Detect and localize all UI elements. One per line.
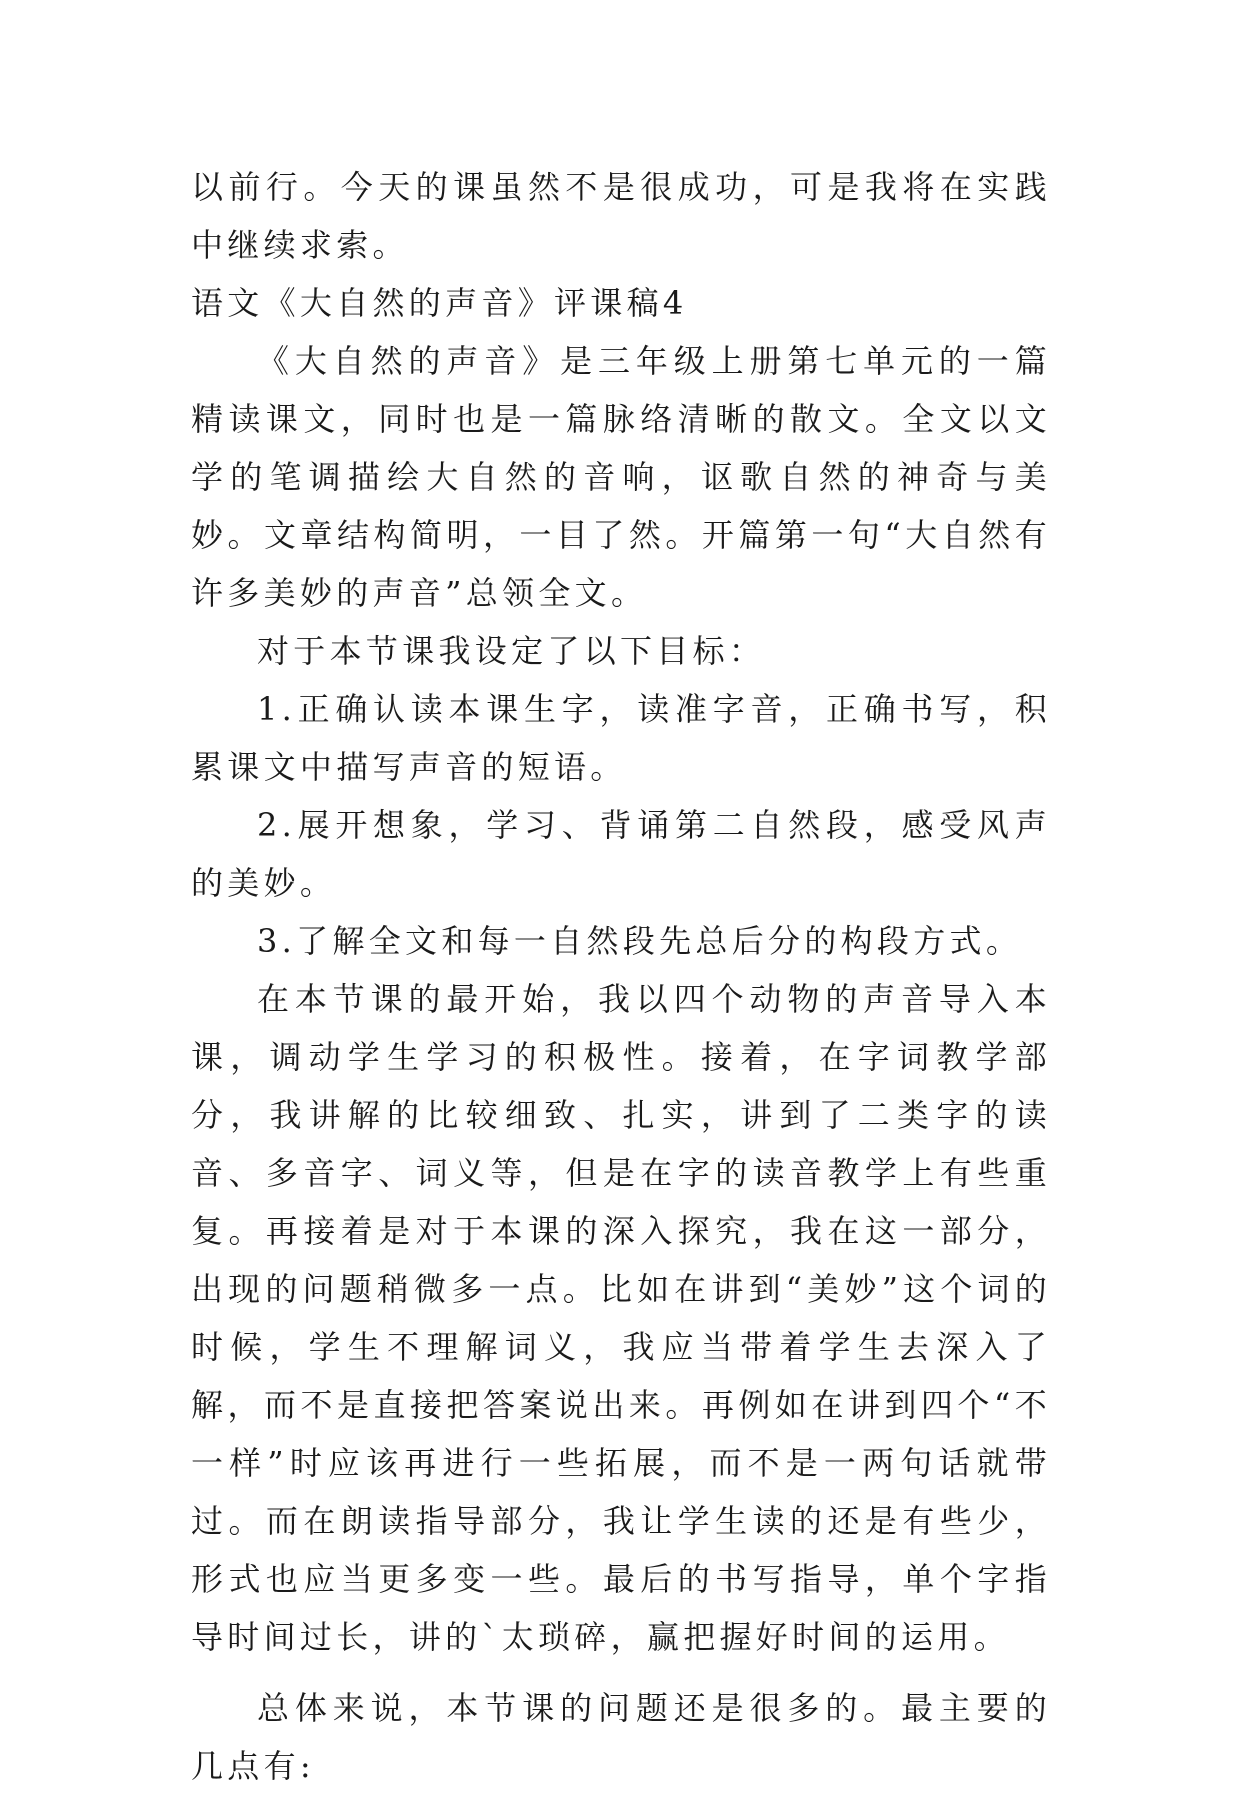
goal-item-1: 1.正确认读本课生字，读准字音，正确书写，积累课文中描写声音的短语。 bbox=[191, 690, 1051, 786]
paragraph-summary: 总体来说，本节课的问题还是很多的。最主要的几点有: bbox=[191, 1689, 1051, 1785]
goal-item-3: 3.了解全文和每一自然段先总后分的构段方式。 bbox=[257, 922, 1023, 960]
paragraph-goals-lead: 对于本节课我设定了以下目标： bbox=[257, 632, 766, 670]
goal-item-2: 2.展开想象，学习、背诵第二自然段，感受风声的美妙。 bbox=[191, 806, 1051, 902]
document-page bbox=[191, 158, 1051, 1795]
paragraph-continuation: 以前行。今天的课虽然不是很成功，可是我将在实践中继续求索。 bbox=[191, 168, 1051, 264]
paragraph-review: 在本节课的最开始，我以四个动物的声音导入本课，调动学生学习的积极性。接着，在字词教学部分，我讲解的比较细致、扎实，讲到了二类字的读音、多音字、词义等，但是在字的读音教学上有些重复。再接着是对于本课的深入探究，我在这一部分，出现的问题稍微多一点。比如在讲到“美妙”这个词的时候，学生不理解词义，我应当带着学生去深入了解，而不是直接把答案说出来。再例如在讲到四个“不一样”时应该再进行一些拓展，而不是一两句话就带过。而在朗读指导部分，我让学生读的还是有些少，形式也应当更多变一些。最后的书写指导，单个字指导时间过长，讲的`太琐碎，赢把握好时间的运用。 bbox=[191, 980, 1051, 1656]
paragraph-intro: 《大自然的声音》是三年级上册第七单元的一篇精读课文，同时也是一篇脉络清晰的散文。全文以文学的笔调描绘大自然的音响，讴歌自然的神奇与美妙。文章结构简明，一目了然。开篇第一句“大自然有许多美妙的声音”总领全文。 bbox=[191, 342, 1051, 612]
section-heading: 语文《大自然的声音》评课稿4 bbox=[191, 284, 688, 322]
